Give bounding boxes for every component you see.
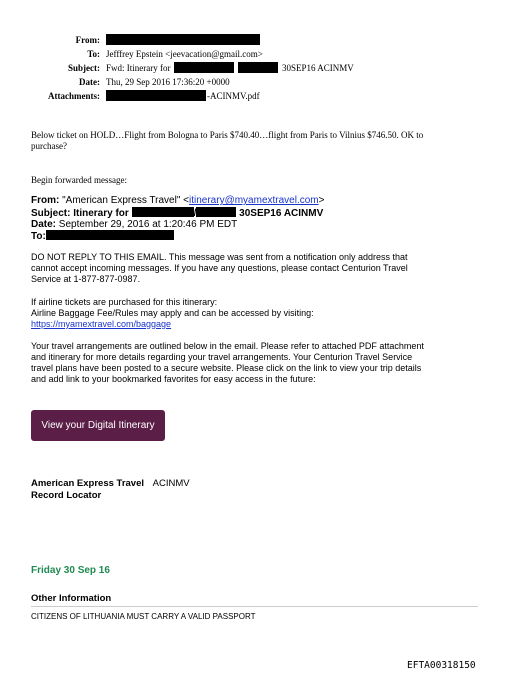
to-value: Jefffrey Epstein <jeevacation@gmail.com> [106, 49, 263, 59]
forwarded-intro: Begin forwarded message: [31, 175, 127, 185]
forwarded-header [31, 196, 491, 243]
record-locator-block [31, 478, 190, 502]
notice-line-3: Service at 1-877-877-0987. [31, 274, 141, 284]
redaction-subject-2 [238, 62, 278, 73]
baggage-info [31, 297, 501, 330]
to-label: To: [87, 49, 100, 59]
arrangements-line-3: travel plans have been posted to a secure website. Please click on the link to view your trip details [31, 363, 422, 373]
other-info-text: CITIZENS OF LITHUANIA MUST CARRY A VALID PASSPORT [31, 612, 256, 621]
fwd-subject-slash: / [193, 207, 197, 219]
message-line-1: Below ticket on HOLD…Flight from Bologna to Paris $740.40…flight from Paris to Vilnius $746.50. OK to [31, 130, 424, 140]
fwd-from-email-link[interactable]: itinerary@myamextravel.com [189, 195, 319, 206]
day-heading: Friday 30 Sep 16 [31, 565, 110, 576]
redaction-from [106, 34, 260, 45]
redaction-fwd-subject-1 [132, 207, 194, 217]
message-line-2: purchase? [31, 141, 67, 151]
divider [31, 606, 478, 607]
bates-number: EFTA00318150 [407, 660, 476, 671]
redaction-subject-1 [174, 62, 234, 73]
redaction-fwd-subject-2 [193, 207, 236, 219]
fwd-from-label: From: [31, 195, 60, 206]
message-body [31, 130, 491, 152]
attachment-filename[interactable]: -ACINMV.pdf [207, 91, 260, 101]
baggage-link[interactable]: https://myamextravel.com/baggage [31, 319, 172, 329]
date-value: Thu, 29 Sep 2016 17:36:20 +0000 [106, 77, 230, 87]
fwd-from-close: > [318, 195, 325, 206]
view-digital-itinerary-button[interactable]: View your Digital Itinerary [31, 410, 165, 441]
from-label: From: [75, 35, 100, 45]
arrangements-text [31, 341, 501, 385]
date-label: Date: [79, 77, 100, 87]
fwd-subject-label: Subject: [31, 207, 71, 219]
record-locator-label: Record Locator [31, 490, 102, 501]
record-locator-value: ACINMV [152, 478, 190, 489]
baggage-line-2: Airline Baggage Fee/Rules may apply and can be accessed by visiting: [31, 308, 314, 318]
redaction-fwd-to [46, 230, 174, 240]
attachments-label: Attachments: [48, 91, 100, 101]
subject-label: Subject: [68, 63, 100, 73]
fwd-to-label: To: [31, 231, 46, 243]
subject-suffix: 30SEP16 ACINMV [282, 63, 354, 73]
subject-prefix: Fwd: Itinerary for [106, 63, 171, 73]
fwd-date-value: September 29, 2016 at 1:20:46 PM EDT [58, 218, 238, 230]
fwd-from-name: "American Express Travel" < [62, 195, 189, 206]
agency-label: American Express Travel [31, 478, 145, 489]
baggage-line-1: If airline tickets are purchased for this itinerary: [31, 297, 218, 307]
fwd-subject-suffix: 30SEP16 ACINMV [239, 207, 324, 219]
other-info-heading: Other Information [31, 593, 112, 604]
arrangements-line-2: and itinerary for more details regarding your travel arrangements. Your Centurion Travel Service [31, 352, 413, 362]
arrangements-line-4: and add link to your bookmarked favorites for easy access in the future: [31, 374, 316, 384]
fwd-date-label: Date: [31, 218, 57, 230]
notice-line-1: DO NOT REPLY TO THIS EMAIL. This message was sent from a notification only address that [31, 252, 408, 262]
redaction-attachment [106, 90, 206, 101]
fwd-subject-prefix: Itinerary for [73, 207, 129, 219]
arrangements-line-1: Your travel arrangements are outlined below in the email. Please refer to attached PDF attachment [31, 341, 424, 351]
notice-line-2: cannot accept incoming messages. If you have any questions, please contact Centurion Travel [31, 263, 408, 273]
no-reply-notice [31, 252, 501, 285]
